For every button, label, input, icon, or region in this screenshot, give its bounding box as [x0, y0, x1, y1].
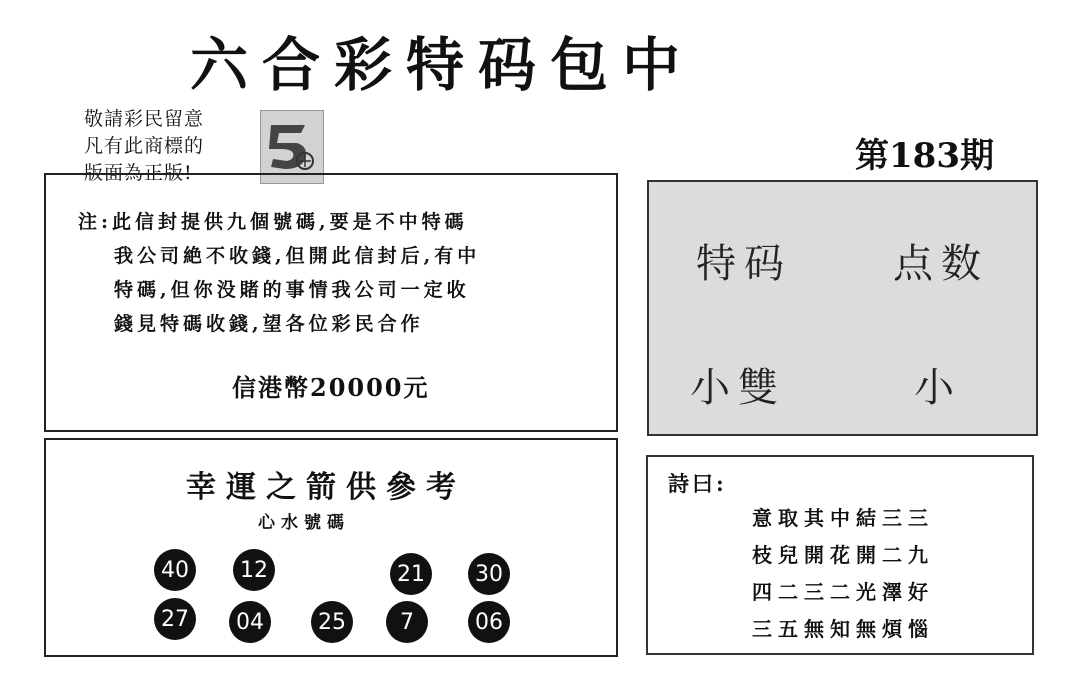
notice-line: 凡有此商標的: [84, 135, 205, 157]
number-ball: 30: [468, 553, 510, 595]
number-ball: 40: [154, 549, 196, 591]
number-ball: 7: [386, 601, 428, 643]
number-ball: 06: [468, 601, 510, 643]
notice-text-line: 注:此信封提供九個號碼,要是不中特碼: [78, 211, 468, 233]
main-title: 六合彩特码包中: [190, 31, 695, 99]
number-ball: 04: [229, 601, 271, 643]
notice-line: 敬請彩民留意: [84, 108, 205, 130]
notice-text: [78, 205, 480, 341]
special-code-value: 小雙: [690, 365, 786, 411]
notice-text-line: 特碼,但你没賭的事情我公司一定收: [114, 279, 470, 301]
notice-text-line: 我公司絶不收錢,但開此信封后,有中: [114, 245, 481, 267]
price-text: 信港幣20000元: [232, 373, 430, 402]
poem-line: 四二三二光澤好: [752, 580, 934, 604]
notice-text-line: 錢見特碼收錢,望各位彩民合作: [114, 313, 424, 335]
poem-line: 三五無知無煩惱: [752, 617, 934, 641]
special-code-label: 特码: [696, 241, 792, 287]
points-label: 点数: [893, 241, 989, 287]
lucky-subtitle: 心水號碼: [258, 513, 350, 533]
number-ball: 21: [390, 553, 432, 595]
poem-text: [752, 500, 934, 648]
points-value: 小: [914, 365, 962, 411]
issue-number: 第183期: [855, 136, 994, 176]
poem-line: 意取其中結三三: [752, 506, 934, 530]
notice-line: 版面為正版!: [84, 162, 193, 184]
poem-label: 詩曰:: [668, 471, 727, 496]
poem-line: 枝兒開花開二九: [752, 543, 934, 567]
number-ball: 12: [233, 549, 275, 591]
lucky-title: 幸運之箭供參考: [186, 470, 466, 505]
number-ball: 27: [154, 598, 196, 640]
number-ball: 25: [311, 601, 353, 643]
